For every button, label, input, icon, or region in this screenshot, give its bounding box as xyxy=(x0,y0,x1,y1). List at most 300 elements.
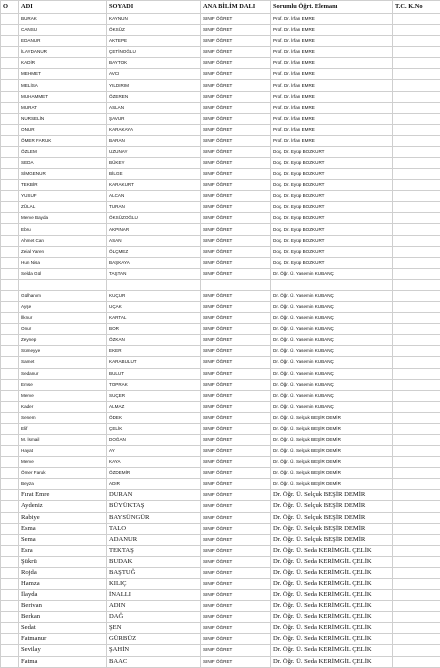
cell-adi[interactable]: KADİR xyxy=(19,58,107,69)
cell-sorumlu[interactable]: Dr. Öğr. Ü. Seda KERİMGİL ÇELİK xyxy=(271,612,393,623)
cell-adi[interactable]: Hayat xyxy=(19,446,107,457)
cell-sorumlu[interactable]: Doç. Dr. Eyüp BOZKURT xyxy=(271,246,393,257)
cell-soyadi[interactable]: UZUNAY xyxy=(107,146,201,157)
cell-ana-bilim-dali[interactable]: SINIF ÖĞRET xyxy=(201,512,271,523)
cell-soyadi[interactable]: TURAN xyxy=(107,202,201,213)
cell-adi[interactable]: Aydeniz xyxy=(19,501,107,512)
cell-tc-kno[interactable] xyxy=(393,457,440,468)
cell-sorumlu[interactable]: Dr. Öğr. Ü. Selçuk BEŞİR DEMİR xyxy=(271,457,393,468)
cell-soyadi[interactable]: BİLGE xyxy=(107,169,201,180)
cell-soyadi[interactable]: YILDIRIM xyxy=(107,80,201,91)
cell-ana-bilim-dali[interactable]: SINIF ÖĞRET xyxy=(201,412,271,423)
cell-tc-kno[interactable] xyxy=(393,545,440,556)
cell-tc-kno[interactable] xyxy=(393,36,440,47)
cell-soyadi[interactable]: BUDAK xyxy=(107,556,201,567)
cell-no[interactable] xyxy=(1,412,19,423)
cell-ana-bilim-dali[interactable]: SINIF ÖĞRET xyxy=(201,490,271,501)
cell-no[interactable] xyxy=(1,324,19,335)
cell-sorumlu[interactable]: Prof. Dr. İrfan EMRE xyxy=(271,102,393,113)
cell-adi[interactable]: Ayşe xyxy=(19,302,107,313)
cell-tc-kno[interactable] xyxy=(393,634,440,645)
cell-no[interactable] xyxy=(1,102,19,113)
cell-ana-bilim-dali[interactable]: SINIF ÖĞRET xyxy=(201,80,271,91)
cell-ana-bilim-dali[interactable]: SINIF ÖĞRET xyxy=(201,434,271,445)
cell-sorumlu[interactable]: Dr. Öğr. Ü. Yasemin KUBANÇ xyxy=(271,368,393,379)
cell-sorumlu[interactable]: Doç. Dr. Eyüp BOZKURT xyxy=(271,158,393,169)
cell-sorumlu[interactable]: Prof. Dr. İrfan EMRE xyxy=(271,124,393,135)
cell-tc-kno[interactable] xyxy=(393,567,440,578)
cell-no[interactable] xyxy=(1,390,19,401)
cell-adi[interactable]: Ebru xyxy=(19,224,107,235)
cell-sorumlu[interactable]: Dr. Öğr. Ü. Seda KERİMGİL ÇELİK xyxy=(271,578,393,589)
cell-ana-bilim-dali[interactable] xyxy=(201,279,271,290)
cell-adi[interactable]: MUHAMMET xyxy=(19,91,107,102)
cell-sorumlu[interactable]: Dr. Öğr. Ü. Yasemin KUBANÇ xyxy=(271,401,393,412)
cell-no[interactable] xyxy=(1,169,19,180)
cell-no[interactable] xyxy=(1,202,19,213)
cell-ana-bilim-dali[interactable]: SINIF ÖĞRET xyxy=(201,158,271,169)
cell-sorumlu[interactable]: Prof. Dr. İrfan EMRE xyxy=(271,25,393,36)
cell-adi[interactable]: Selda Gül xyxy=(19,268,107,279)
cell-adi[interactable] xyxy=(19,279,107,290)
cell-ana-bilim-dali[interactable]: SINIF ÖĞRET xyxy=(201,468,271,479)
cell-sorumlu[interactable]: Doç. Dr. Eyüp BOZKURT xyxy=(271,180,393,191)
cell-tc-kno[interactable] xyxy=(393,58,440,69)
cell-soyadi[interactable]: ŞAHİN xyxy=(107,645,201,656)
cell-soyadi[interactable]: DOĞAN xyxy=(107,434,201,445)
cell-adi[interactable]: İLAYDANUR xyxy=(19,47,107,58)
cell-no[interactable] xyxy=(1,423,19,434)
cell-adi[interactable]: Rabiye xyxy=(19,512,107,523)
cell-soyadi[interactable]: BAAC xyxy=(107,656,201,667)
cell-soyadi[interactable]: KARABULUT xyxy=(107,357,201,368)
cell-no[interactable] xyxy=(1,401,19,412)
cell-tc-kno[interactable] xyxy=(393,124,440,135)
cell-no[interactable] xyxy=(1,302,19,313)
cell-sorumlu[interactable]: Dr. Öğr. Ü. Yasemin KUBANÇ xyxy=(271,324,393,335)
cell-soyadi[interactable]: KAYA xyxy=(107,457,201,468)
cell-tc-kno[interactable] xyxy=(393,346,440,357)
cell-sorumlu[interactable]: Dr. Öğr. Ü. Selçuk BEŞİR DEMİR xyxy=(271,468,393,479)
cell-adi[interactable]: İlknur xyxy=(19,313,107,324)
cell-soyadi[interactable]: UÇAK xyxy=(107,302,201,313)
cell-no[interactable] xyxy=(1,36,19,47)
cell-sorumlu[interactable]: Dr. Öğr. Ü. Selçuk BEŞİR DEMİR xyxy=(271,434,393,445)
cell-adi[interactable]: ZÜLAL xyxy=(19,202,107,213)
cell-tc-kno[interactable] xyxy=(393,468,440,479)
cell-ana-bilim-dali[interactable]: SINIF ÖĞRET xyxy=(201,645,271,656)
cell-sorumlu[interactable]: Prof. Dr. İrfan EMRE xyxy=(271,113,393,124)
cell-adi[interactable]: EDANUR xyxy=(19,36,107,47)
cell-no[interactable] xyxy=(1,257,19,268)
cell-tc-kno[interactable] xyxy=(393,379,440,390)
cell-tc-kno[interactable] xyxy=(393,235,440,246)
cell-soyadi[interactable]: TALO xyxy=(107,523,201,534)
cell-sorumlu[interactable]: Dr. Öğr. Ü. Seda KERİMGİL ÇELİK xyxy=(271,556,393,567)
cell-no[interactable] xyxy=(1,512,19,523)
cell-soyadi[interactable]: ADANUR xyxy=(107,534,201,545)
cell-sorumlu[interactable]: Dr. Öğr. Ü. Seda KERİMGİL ÇELİK xyxy=(271,656,393,667)
header-soyadi[interactable]: SOYADI xyxy=(107,1,201,14)
cell-ana-bilim-dali[interactable]: SINIF ÖĞRET xyxy=(201,202,271,213)
cell-ana-bilim-dali[interactable]: SINIF ÖĞRET xyxy=(201,69,271,80)
cell-tc-kno[interactable] xyxy=(393,556,440,567)
cell-tc-kno[interactable] xyxy=(393,80,440,91)
cell-tc-kno[interactable] xyxy=(393,390,440,401)
cell-soyadi[interactable]: DAĞ xyxy=(107,612,201,623)
cell-soyadi[interactable]: ŞAVUR xyxy=(107,113,201,124)
cell-adi[interactable]: Ömer Faruk xyxy=(19,468,107,479)
cell-no[interactable] xyxy=(1,313,19,324)
cell-ana-bilim-dali[interactable]: SINIF ÖĞRET xyxy=(201,102,271,113)
cell-tc-kno[interactable] xyxy=(393,113,440,124)
cell-soyadi[interactable]: BAŞTUĞ xyxy=(107,567,201,578)
cell-ana-bilim-dali[interactable]: SINIF ÖĞRET xyxy=(201,324,271,335)
cell-ana-bilim-dali[interactable]: SINIF ÖĞRET xyxy=(201,180,271,191)
cell-adi[interactable]: CANSU xyxy=(19,25,107,36)
cell-sorumlu[interactable]: Prof. Dr. İrfan EMRE xyxy=(271,135,393,146)
cell-ana-bilim-dali[interactable]: SINIF ÖĞRET xyxy=(201,191,271,202)
cell-no[interactable] xyxy=(1,47,19,58)
cell-tc-kno[interactable] xyxy=(393,490,440,501)
cell-sorumlu[interactable]: Dr. Öğr. Ü. Seda KERİMGİL ÇELİK xyxy=(271,623,393,634)
cell-adi[interactable]: ONUR xyxy=(19,124,107,135)
cell-adi[interactable]: SİMGENUR xyxy=(19,169,107,180)
cell-ana-bilim-dali[interactable]: SINIF ÖĞRET xyxy=(201,14,271,25)
cell-no[interactable] xyxy=(1,578,19,589)
cell-sorumlu[interactable]: Prof. Dr. İrfan EMRE xyxy=(271,69,393,80)
cell-no[interactable] xyxy=(1,379,19,390)
cell-sorumlu[interactable]: Prof. Dr. İrfan EMRE xyxy=(271,91,393,102)
cell-soyadi[interactable]: ASAN xyxy=(107,235,201,246)
cell-adi[interactable]: Fırat Emre xyxy=(19,490,107,501)
cell-no[interactable] xyxy=(1,567,19,578)
cell-sorumlu[interactable]: Dr. Öğr. Ü. Yasemin KUBANÇ xyxy=(271,379,393,390)
cell-tc-kno[interactable] xyxy=(393,534,440,545)
cell-ana-bilim-dali[interactable]: SINIF ÖĞRET xyxy=(201,257,271,268)
cell-adi[interactable]: Hamza xyxy=(19,578,107,589)
cell-ana-bilim-dali[interactable]: SINIF ÖĞRET xyxy=(201,601,271,612)
cell-sorumlu[interactable]: Dr. Öğr. Ü. Yasemin KUBANÇ xyxy=(271,346,393,357)
cell-ana-bilim-dali[interactable]: SINIF ÖĞRET xyxy=(201,390,271,401)
header-ana-bilim-dali[interactable]: ANA BİLİM DALI xyxy=(201,1,271,14)
cell-tc-kno[interactable] xyxy=(393,357,440,368)
cell-ana-bilim-dali[interactable]: SINIF ÖĞRET xyxy=(201,368,271,379)
cell-sorumlu[interactable]: Doç. Dr. Eyüp BOZKURT xyxy=(271,202,393,213)
cell-adi[interactable]: Berivan xyxy=(19,601,107,612)
cell-no[interactable] xyxy=(1,457,19,468)
cell-ana-bilim-dali[interactable]: SINIF ÖĞRET xyxy=(201,146,271,157)
cell-adi[interactable]: YUSUF xyxy=(19,191,107,202)
cell-sorumlu[interactable]: Doç. Dr. Eyüp BOZKURT xyxy=(271,169,393,180)
cell-ana-bilim-dali[interactable]: SINIF ÖĞRET xyxy=(201,623,271,634)
cell-adi[interactable]: İlayda xyxy=(19,590,107,601)
cell-soyadi[interactable]: BULUT xyxy=(107,368,201,379)
cell-no[interactable] xyxy=(1,468,19,479)
cell-adi[interactable]: Zeial Yaren xyxy=(19,246,107,257)
cell-adi[interactable]: ÖMER FARUK xyxy=(19,135,107,146)
cell-sorumlu[interactable]: Doç. Dr. Eyüp BOZKURT xyxy=(271,224,393,235)
cell-tc-kno[interactable] xyxy=(393,290,440,301)
cell-adi[interactable]: Esma xyxy=(19,523,107,534)
cell-adi[interactable]: Gülhanım xyxy=(19,290,107,301)
cell-soyadi[interactable]: BARAN xyxy=(107,135,201,146)
cell-tc-kno[interactable] xyxy=(393,512,440,523)
cell-no[interactable] xyxy=(1,235,19,246)
cell-ana-bilim-dali[interactable]: SINIF ÖĞRET xyxy=(201,25,271,36)
cell-soyadi[interactable]: BAYTOK xyxy=(107,58,201,69)
cell-soyadi[interactable]: AKPINAR xyxy=(107,224,201,235)
cell-sorumlu[interactable]: Dr. Öğr. Ü. Seda KERİMGİL ÇELİK xyxy=(271,645,393,656)
cell-adi[interactable]: Ahmet Can xyxy=(19,235,107,246)
cell-adi[interactable]: Berkan xyxy=(19,612,107,623)
cell-no[interactable] xyxy=(1,58,19,69)
cell-tc-kno[interactable] xyxy=(393,135,440,146)
cell-sorumlu[interactable]: Doç. Dr. Eyüp BOZKURT xyxy=(271,235,393,246)
cell-adi[interactable]: Hun Nisa xyxy=(19,257,107,268)
cell-ana-bilim-dali[interactable]: SINIF ÖĞRET xyxy=(201,357,271,368)
cell-ana-bilim-dali[interactable]: SINIF ÖĞRET xyxy=(201,423,271,434)
cell-tc-kno[interactable] xyxy=(393,279,440,290)
cell-soyadi[interactable]: ADIN xyxy=(107,601,201,612)
cell-adi[interactable]: Sema xyxy=(19,534,107,545)
cell-tc-kno[interactable] xyxy=(393,47,440,58)
cell-sorumlu[interactable]: Dr. Öğr. Ü. Selçuk BEŞİR DEMİR xyxy=(271,501,393,512)
cell-sorumlu[interactable]: Dr. Öğr. Ü. Selçuk BEŞİR DEMİR xyxy=(271,534,393,545)
cell-soyadi[interactable]: ÖZEREN xyxy=(107,91,201,102)
cell-ana-bilim-dali[interactable]: SINIF ÖĞRET xyxy=(201,346,271,357)
cell-sorumlu[interactable]: Dr. Öğr. Ü. Seda KERİMGİL ÇELİK xyxy=(271,601,393,612)
cell-ana-bilim-dali[interactable]: SINIF ÖĞRET xyxy=(201,302,271,313)
cell-soyadi[interactable]: KILIÇ xyxy=(107,578,201,589)
cell-adi[interactable]: Sedanur xyxy=(19,368,107,379)
cell-soyadi[interactable]: BAYSÜNGÜR xyxy=(107,512,201,523)
cell-ana-bilim-dali[interactable]: SINIF ÖĞRET xyxy=(201,479,271,490)
cell-sorumlu[interactable]: Doç. Dr. Eyüp BOZKURT xyxy=(271,257,393,268)
cell-tc-kno[interactable] xyxy=(393,423,440,434)
cell-sorumlu[interactable]: Prof. Dr. İrfan EMRE xyxy=(271,47,393,58)
cell-tc-kno[interactable] xyxy=(393,401,440,412)
cell-no[interactable] xyxy=(1,368,19,379)
cell-no[interactable] xyxy=(1,14,19,25)
cell-no[interactable] xyxy=(1,623,19,634)
cell-sorumlu[interactable]: Prof. Dr. İrfan EMRE xyxy=(271,80,393,91)
cell-sorumlu[interactable]: Doç. Dr. Eyüp BOZKURT xyxy=(271,146,393,157)
cell-sorumlu[interactable]: Dr. Öğr. Ü. Yasemin KUBANÇ xyxy=(271,268,393,279)
cell-sorumlu[interactable] xyxy=(271,279,393,290)
cell-ana-bilim-dali[interactable]: SINIF ÖĞRET xyxy=(201,235,271,246)
cell-no[interactable] xyxy=(1,191,19,202)
cell-ana-bilim-dali[interactable]: SINIF ÖĞRET xyxy=(201,656,271,667)
cell-sorumlu[interactable]: Dr. Öğr. Ü. Seda KERİMGİL ÇELİK xyxy=(271,567,393,578)
cell-no[interactable] xyxy=(1,91,19,102)
cell-ana-bilim-dali[interactable]: SINIF ÖĞRET xyxy=(201,446,271,457)
cell-adi[interactable]: Onur xyxy=(19,324,107,335)
cell-sorumlu[interactable]: Dr. Öğr. Ü. Seda KERİMGİL ÇELİK xyxy=(271,634,393,645)
cell-adi[interactable]: Elif xyxy=(19,423,107,434)
cell-sorumlu[interactable]: Dr. Öğr. Ü. Selçuk BEŞİR DEMİR xyxy=(271,423,393,434)
cell-tc-kno[interactable] xyxy=(393,213,440,224)
cell-no[interactable] xyxy=(1,556,19,567)
cell-ana-bilim-dali[interactable]: SINIF ÖĞRET xyxy=(201,268,271,279)
cell-no[interactable] xyxy=(1,135,19,146)
cell-soyadi[interactable]: GÜRBÜZ xyxy=(107,634,201,645)
cell-soyadi[interactable]: TAŞTAN xyxy=(107,268,201,279)
cell-ana-bilim-dali[interactable]: SINIF ÖĞRET xyxy=(201,246,271,257)
cell-adi[interactable]: Fatmanur xyxy=(19,634,107,645)
cell-ana-bilim-dali[interactable]: SINIF ÖĞRET xyxy=(201,523,271,534)
cell-soyadi[interactable]: İNALLI xyxy=(107,590,201,601)
cell-no[interactable] xyxy=(1,335,19,346)
cell-ana-bilim-dali[interactable]: SINIF ÖĞRET xyxy=(201,313,271,324)
cell-adi[interactable]: Merve xyxy=(19,390,107,401)
cell-soyadi[interactable] xyxy=(107,279,201,290)
cell-sorumlu[interactable]: Prof. Dr. İrfan EMRE xyxy=(271,58,393,69)
cell-tc-kno[interactable] xyxy=(393,645,440,656)
cell-sorumlu[interactable]: Dr. Öğr. Ü. Yasemin KUBANÇ xyxy=(271,390,393,401)
cell-tc-kno[interactable] xyxy=(393,302,440,313)
cell-adi[interactable]: Fatma xyxy=(19,656,107,667)
cell-no[interactable] xyxy=(1,501,19,512)
cell-tc-kno[interactable] xyxy=(393,590,440,601)
cell-soyadi[interactable]: ÖKSÜZOĞLU xyxy=(107,213,201,224)
cell-ana-bilim-dali[interactable]: SINIF ÖĞRET xyxy=(201,401,271,412)
cell-sorumlu[interactable]: Prof. Dr. İrfan EMRE xyxy=(271,36,393,47)
cell-ana-bilim-dali[interactable]: SINIF ÖĞRET xyxy=(201,290,271,301)
cell-sorumlu[interactable]: Doç. Dr. Eyüp BOZKURT xyxy=(271,213,393,224)
cell-adi[interactable]: Merve Bayda xyxy=(19,213,107,224)
cell-soyadi[interactable]: BÜKEY xyxy=(107,158,201,169)
cell-sorumlu[interactable]: Dr. Öğr. Ü. Selçuk BEŞİR DEMİR xyxy=(271,523,393,534)
cell-sorumlu[interactable]: Dr. Öğr. Ü. Yasemin KUBANÇ xyxy=(271,357,393,368)
cell-sorumlu[interactable]: Dr. Öğr. Ü. Yasemin KUBANÇ xyxy=(271,313,393,324)
cell-ana-bilim-dali[interactable]: SINIF ÖĞRET xyxy=(201,213,271,224)
cell-tc-kno[interactable] xyxy=(393,146,440,157)
cell-soyadi[interactable]: KAYNUN xyxy=(107,14,201,25)
cell-no[interactable] xyxy=(1,80,19,91)
cell-ana-bilim-dali[interactable]: SINIF ÖĞRET xyxy=(201,36,271,47)
cell-soyadi[interactable]: ALCAN xyxy=(107,191,201,202)
cell-ana-bilim-dali[interactable]: SINIF ÖĞRET xyxy=(201,335,271,346)
cell-soyadi[interactable]: AKTEPE xyxy=(107,36,201,47)
cell-no[interactable] xyxy=(1,268,19,279)
cell-tc-kno[interactable] xyxy=(393,623,440,634)
cell-soyadi[interactable]: ÖKSÜZ xyxy=(107,25,201,36)
cell-adi[interactable]: Rojda xyxy=(19,567,107,578)
cell-adi[interactable]: Merve xyxy=(19,457,107,468)
cell-sorumlu[interactable]: Dr. Öğr. Ü. Seda KERİMGİL ÇELİK xyxy=(271,590,393,601)
cell-soyadi[interactable]: KUÇUR xyxy=(107,290,201,301)
cell-adi[interactable]: ÖZLEM xyxy=(19,146,107,157)
cell-adi[interactable]: MURAT xyxy=(19,102,107,113)
cell-no[interactable] xyxy=(1,479,19,490)
cell-soyadi[interactable]: ALMAZ xyxy=(107,401,201,412)
cell-tc-kno[interactable] xyxy=(393,180,440,191)
header-adi[interactable]: ADI xyxy=(19,1,107,14)
cell-soyadi[interactable]: ÖDEK xyxy=(107,412,201,423)
cell-no[interactable] xyxy=(1,346,19,357)
cell-no[interactable] xyxy=(1,213,19,224)
cell-soyadi[interactable]: BOR xyxy=(107,324,201,335)
cell-tc-kno[interactable] xyxy=(393,14,440,25)
cell-adi[interactable]: Beyza xyxy=(19,479,107,490)
cell-adi[interactable]: Sedat xyxy=(19,623,107,634)
cell-tc-kno[interactable] xyxy=(393,91,440,102)
cell-tc-kno[interactable] xyxy=(393,335,440,346)
cell-soyadi[interactable]: AVCI xyxy=(107,69,201,80)
cell-no[interactable] xyxy=(1,490,19,501)
cell-sorumlu[interactable]: Dr. Öğr. Ü. Yasemin KUBANÇ xyxy=(271,302,393,313)
cell-soyadi[interactable]: ÇELİK xyxy=(107,423,201,434)
cell-soyadi[interactable]: KARTAL xyxy=(107,313,201,324)
cell-soyadi[interactable]: KARAKAYA xyxy=(107,124,201,135)
cell-tc-kno[interactable] xyxy=(393,224,440,235)
cell-no[interactable] xyxy=(1,124,19,135)
cell-adi[interactable]: TEKBİR xyxy=(19,180,107,191)
cell-adi[interactable]: Emse xyxy=(19,379,107,390)
cell-ana-bilim-dali[interactable]: SINIF ÖĞRET xyxy=(201,224,271,235)
cell-no[interactable] xyxy=(1,590,19,601)
cell-tc-kno[interactable] xyxy=(393,434,440,445)
cell-adi[interactable]: Kader xyxy=(19,401,107,412)
cell-tc-kno[interactable] xyxy=(393,501,440,512)
cell-tc-kno[interactable] xyxy=(393,446,440,457)
cell-no[interactable] xyxy=(1,534,19,545)
cell-no[interactable] xyxy=(1,545,19,556)
cell-no[interactable] xyxy=(1,645,19,656)
cell-tc-kno[interactable] xyxy=(393,169,440,180)
cell-sorumlu[interactable]: Prof. Dr. İrfan EMRE xyxy=(271,14,393,25)
cell-tc-kno[interactable] xyxy=(393,246,440,257)
cell-no[interactable] xyxy=(1,446,19,457)
cell-sorumlu[interactable]: Dr. Öğr. Ü. Selçuk BEŞİR DEMİR xyxy=(271,412,393,423)
cell-sorumlu[interactable]: Dr. Öğr. Ü. Selçuk BEŞİR DEMİR xyxy=(271,479,393,490)
cell-no[interactable] xyxy=(1,25,19,36)
cell-tc-kno[interactable] xyxy=(393,523,440,534)
cell-sorumlu[interactable]: Dr. Öğr. Ü. Yasemin KUBANÇ xyxy=(271,290,393,301)
cell-tc-kno[interactable] xyxy=(393,656,440,667)
cell-tc-kno[interactable] xyxy=(393,25,440,36)
cell-tc-kno[interactable] xyxy=(393,191,440,202)
cell-sorumlu[interactable]: Dr. Öğr. Ü. Yasemin KUBANÇ xyxy=(271,335,393,346)
cell-adi[interactable]: Sevilay xyxy=(19,645,107,656)
cell-soyadi[interactable]: TEKTAŞ xyxy=(107,545,201,556)
cell-ana-bilim-dali[interactable]: SINIF ÖĞRET xyxy=(201,534,271,545)
cell-no[interactable] xyxy=(1,612,19,623)
cell-no[interactable] xyxy=(1,146,19,157)
cell-ana-bilim-dali[interactable]: SINIF ÖĞRET xyxy=(201,590,271,601)
cell-tc-kno[interactable] xyxy=(393,601,440,612)
cell-no[interactable] xyxy=(1,158,19,169)
cell-soyadi[interactable]: BAŞKAYA xyxy=(107,257,201,268)
cell-no[interactable] xyxy=(1,434,19,445)
cell-no[interactable] xyxy=(1,656,19,667)
header-tc-kno[interactable]: T.C. K.No xyxy=(393,1,440,14)
header-no[interactable]: O xyxy=(1,1,19,14)
cell-no[interactable] xyxy=(1,523,19,534)
cell-ana-bilim-dali[interactable]: SINIF ÖĞRET xyxy=(201,567,271,578)
cell-tc-kno[interactable] xyxy=(393,313,440,324)
cell-tc-kno[interactable] xyxy=(393,69,440,80)
cell-soyadi[interactable]: SUÇER xyxy=(107,390,201,401)
cell-adi[interactable]: Zeynep xyxy=(19,335,107,346)
cell-adi[interactable]: NURSELİN xyxy=(19,113,107,124)
cell-tc-kno[interactable] xyxy=(393,268,440,279)
cell-ana-bilim-dali[interactable]: SINIF ÖĞRET xyxy=(201,612,271,623)
cell-soyadi[interactable]: TOPRAK xyxy=(107,379,201,390)
cell-no[interactable] xyxy=(1,180,19,191)
cell-ana-bilim-dali[interactable]: SINIF ÖĞRET xyxy=(201,457,271,468)
